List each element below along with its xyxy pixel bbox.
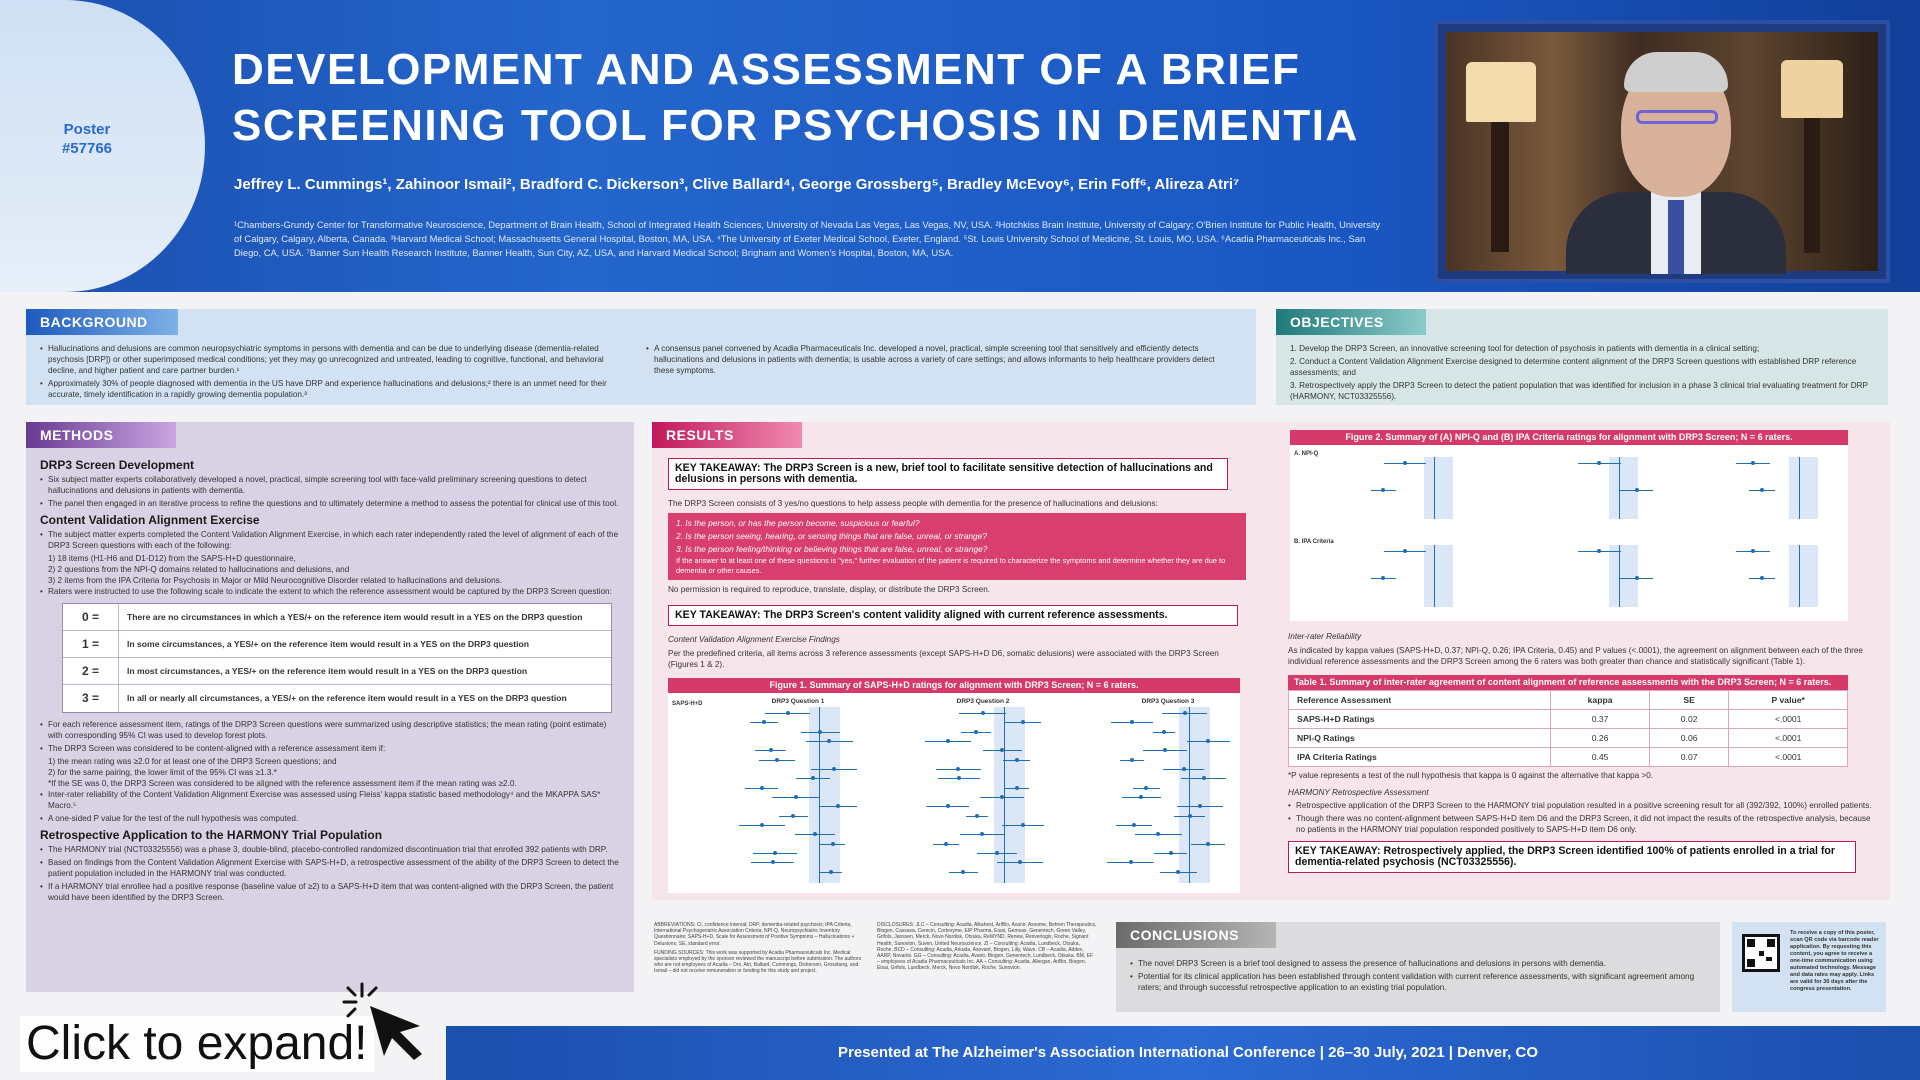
methods-bullet: • Raters were instructed to use the following scale to indicate the extent to which the reference assessment would be captured by the DRP3 Screen question: (40, 586, 622, 597)
conclusions-section (1116, 922, 1720, 1012)
methods-bullet: • A one-sided P value for the test of the null hypothesis was computed. (40, 813, 622, 824)
forest-point (995, 851, 999, 855)
qr-finder (1747, 939, 1755, 947)
forest-point (1144, 786, 1148, 790)
scale-value: In some circumstances, a YES/+ on the reference item would result in a YES on the DRP3 question (127, 638, 530, 649)
table-cell: 0.02 (1649, 710, 1729, 729)
scale-row (63, 685, 611, 712)
forest-point (1130, 758, 1134, 762)
results-left-column (668, 458, 1246, 893)
disclosures: DISCLOSURES: JLC – Consulting: Acadia, Alkahest, AriBio, Avanir, Axsome, Behren Therapeutics, Biogen, Cassava, Cerecin, Cortexyme, EIP Pharma, Eisai, Gemvax, Genentech, Green Valley, Grifols, Janssen, Merck, Novo Nordisk, Otsuka, ReMYND, Renew, Resverlogix, Roche, Signant Health, Sunovion, Suven, United Neuroscience. ZI – Consulting: Acadia, Lundbeck, Otsuka, Roche. BCD – Consulting: Acadia, Arkuda, Axovant, Biogen, Lilly, Wave. CB – Acadia, Addex, AARP, Novartis. GG – Consulting: Acadia, Avanir, Biogen, Genentech, Lundbeck, Otsuka. BM, EF – employees of Acadia Pharmaceuticals Inc. AA – Consulting: Acadia, Allergan, AriBio, Biogen, Eisai, Grifols, Lundbeck, Merck, Novo Nordisk, Roche, Sunovion. (877, 922, 1097, 972)
table-row (1289, 729, 1848, 748)
forest-point (791, 814, 795, 818)
forest-point (1635, 488, 1639, 492)
forest-point (832, 767, 836, 771)
table-cell: SAPS-H+D Ratings (1289, 710, 1551, 729)
methods-section (26, 422, 634, 992)
objectives-section (1276, 309, 1888, 405)
references-left (654, 922, 869, 1012)
figure-2-panel-b (1535, 545, 1655, 607)
forest-point (974, 730, 978, 734)
presenter-video[interactable] (1434, 20, 1890, 283)
forest-point (1000, 795, 1004, 799)
forest-reference-line (1434, 545, 1435, 607)
methods-subitem: 2) 2 questions from the NPI-Q domains related to hallucinations and delusions, and (48, 565, 350, 574)
forest-point (1403, 461, 1407, 465)
background-bullet: • Hallucinations and delusions are common neuropsychiatric symptoms in persons with dementia and can be due to underlying disease (dementia-related psychosis [DRP]) or other superimposed medical conditions; yet they may go unrecognized and untreated, leading to cognitive, functional, and behavioral decline, and higher patient and care partner burden.¹ (40, 343, 630, 376)
forest-point (1183, 711, 1187, 715)
table-cell: IPA Criteria Ratings (1289, 748, 1551, 767)
footer-banner (446, 1026, 1920, 1080)
permission-note: No permission is required to reproduce, translate, display, or distribute the DRP3 Screen. (668, 585, 991, 594)
forest-point (1132, 823, 1136, 827)
forest-point (769, 748, 773, 752)
irr-title: Inter-rater Reliability (1288, 632, 1362, 641)
forest-point (1129, 860, 1133, 864)
forest-point (1156, 832, 1160, 836)
methods-subitem: *If the SE was 0, the DRP3 Screen was considered to be aligned with the reference assessment item if the mean rating was ≥2.0. (48, 779, 517, 788)
forest-band (1424, 545, 1453, 607)
presenter-hair (1624, 52, 1728, 92)
forest-point (771, 860, 775, 864)
figure-1-row-label: SAPS-H+D (672, 701, 703, 707)
forest-reference-line (1189, 707, 1190, 883)
forest-band (1789, 545, 1818, 607)
figure-1-panel (913, 707, 1043, 883)
poster-number (22, 120, 152, 158)
figure-1-panel (1098, 707, 1228, 883)
objectives-list (1290, 343, 1874, 402)
methods-subitem: 1) the mean rating was ≥2.0 for at least one of the DRP3 Screen questions; and (48, 757, 337, 766)
table-header-row (1289, 691, 1848, 710)
figure-1-forest-plots (668, 693, 1240, 893)
methods-bullet: • For each reference assessment item, ratings of the DRP3 Screen questions were summarized using descriptive statistics; the mean rating (point estimate) with corresponding 95% CI was used to develop forest plots. (40, 719, 622, 741)
key-takeaway-1: KEY TAKEAWAY: The DRP3 Screen is a new, brief tool to facilitate sensitive detection of hallucinations and delusions in persons with dementia. (668, 458, 1228, 490)
funding-sources: FUNDING SOURCES: This work was supported by Acadia Pharmaceuticals Inc. Medical specialists employed by the sponsor reviewed the manuscript before submission. The authors who are not employees of Acadia – Drs. Atri, Ballard, Cummings, Dickerson, Grossberg, and Ismail – did not receive remuneration or funding for this study and project. (654, 949, 862, 975)
table-cell: <.0001 (1729, 729, 1848, 748)
qr-finder (1767, 939, 1775, 947)
scale-row (63, 631, 611, 658)
irr-text: As indicated by kappa values (SAPS-H+D, 0.37; NPI-Q, 0.26; IPA Criteria, 0.45) and P values (<.0001), the agreement on alignment between each of the three individual reference assessments and the DRP3 Screen among the 6 raters was both greater than chance and statistically significant (Table 1). (1288, 646, 1863, 666)
forest-reference-line (1434, 457, 1435, 519)
table-cell: 0.26 (1551, 729, 1650, 748)
harmony-title: HARMONY Retrospective Assessment (1288, 788, 1429, 797)
forest-point (1597, 549, 1601, 553)
poster-id: #57766 (61, 140, 113, 157)
forest-point (1015, 786, 1019, 790)
affiliations: ¹Chambers-Grundy Center for Transformative Neuroscience, Department of Brain Health, School of Integrated Health Sciences, University of Nevada Las Vegas, Las Vegas, NV, USA. ²Hotchkiss Brain Institute, University of Calgary; O'Brien Institute for Public Health, University of Calgary, Calgary, Alberta, Canada. ³Harvard Medical School; Massachusetts General Hospital, Boston, MA, USA. ⁴The University of Exeter Medical School, Exeter, England. ⁵St. Louis University School of Medicine, St. Louis, MO, USA. ⁶Acadia Pharmaceuticals Inc., San Diego, CA, USA. ⁷Banner Sun Health Research Institute, Banner Health, Sun City, AZ, USA, and Harvard Medical School; Brigham and Women's Hospital, Boston, MA, USA. (234, 219, 1381, 258)
methods-bullet: • Based on findings from the Content Validation Alignment Exercise with SAPS-H+D, a retrospective assessment of the ability of the DRP3 Screen to detect the patient population included in the HARMONY trial was conducted. (40, 857, 622, 879)
figure-2-row-a-name: NPI-Q (1301, 451, 1319, 457)
figure-2 (1290, 430, 1848, 621)
objective-item: 1. Develop the DRP3 Screen, an innovative screening tool for detection of psychosis in patients with dementia in a clinical setting; (1290, 344, 1760, 353)
table-note: *P value represents a test of the null hypothesis that kappa is 0 against the alternative that kappa >0. (1288, 771, 1654, 780)
forest-point (1021, 823, 1025, 827)
forest-point (956, 767, 960, 771)
drp3-question-note: If the answer to at least one of these questions is "yes," further evaluation of the patient is required to characterize the symptoms and determine whether they are due to dementia or other causes. (676, 556, 1226, 575)
forest-point (1381, 576, 1385, 580)
scale-key: 3 = (63, 685, 119, 712)
scale-key: 1 = (63, 631, 119, 657)
forest-point (1188, 814, 1192, 818)
forest-band (1609, 545, 1638, 607)
qr-section (1732, 922, 1886, 1012)
forest-point (1163, 748, 1167, 752)
figure-1 (668, 678, 1240, 893)
cvae-text: Per the predefined criteria, all items across 3 reference assessments (except SAPS-H+D D6, somatic delusions) were associated with the DRP3 Screen (Figures 1 & 2). (668, 649, 1219, 669)
figure-2-panel-b (1715, 545, 1835, 607)
figure-2-panel-a (1350, 457, 1470, 519)
methods-heading: METHODS (26, 422, 176, 448)
table-header: Reference Assessment (1289, 691, 1551, 710)
methods-bullet: • Six subject matter experts collaboratively developed a novel, practical, simple screening tool with face-valid preliminary screening questions to detect hallucinations and delusions in patients with dementia. (40, 474, 622, 496)
methods-bullet: • The subject matter experts completed the Content Validation Alignment Exercise, in which each rater independently rated the level of alignment of each of the DRP3 Screen questions with each of the following: (40, 529, 622, 551)
forest-reference-line (1004, 707, 1005, 883)
table-1-caption: Table 1. Summary of inter-rater agreement of content alignment of reference assessments with the DRP3 Screen; N = 6 raters. (1288, 675, 1848, 690)
figure-2-forest-plots (1290, 445, 1848, 621)
poster-number-panel (0, 0, 205, 292)
figure-2-panel-b (1350, 545, 1470, 607)
forest-point (1202, 776, 1206, 780)
key-takeaway-2: KEY TAKEAWAY: The DRP3 Screen's content validity aligned with current reference assessments. (668, 605, 1238, 626)
forest-point (946, 739, 950, 743)
methods-subitem: 2) for the same pairing, the lower limit of the 95% CI was ≥1.3.* (48, 768, 277, 777)
forest-point (762, 720, 766, 724)
methods-bullet: • If a HARMONY trial enrollee had a positive response (baseline value of ≥2) to a SAPS-H+D item that was content-aligned with the DRP3 Screen, the patient would have been identified by the DRP3 Screen. (40, 881, 622, 903)
forest-point (981, 711, 985, 715)
title-line-2: SCREENING TOOL FOR PSYCHOSIS IN DEMENTIA (232, 101, 1359, 150)
table-cell: 0.06 (1649, 729, 1729, 748)
background-heading: BACKGROUND (26, 309, 178, 335)
forest-point (831, 842, 835, 846)
table-cell: 0.45 (1551, 748, 1650, 767)
forest-point (1206, 842, 1210, 846)
forest-point (1751, 461, 1755, 465)
figure-2-row-b-label: B. IPA Criteria (1294, 539, 1334, 545)
forest-point (1760, 488, 1764, 492)
table-cell: 0.37 (1551, 710, 1650, 729)
table-cell: NPI-Q Ratings (1289, 729, 1551, 748)
forest-point (1169, 851, 1173, 855)
qr-text: To receive a copy of this poster, scan QR code via barcode reader application. By requesting this content, you agree to receive a one-time communication using automated technology. Message and data rates may apply. Links are valid for 30 days after the congress presentation. (1790, 930, 1879, 992)
forest-point (1130, 720, 1134, 724)
harmony-bullet: • Retrospective application of the DRP3 Screen to the HARMONY trial population resulted in a positive screening result for all (392/392, 100%) enrolled patients. (1288, 800, 1874, 811)
forest-point (786, 711, 790, 715)
rating-scale-table (62, 603, 612, 713)
forest-band (1789, 457, 1818, 519)
conclusion-bullet: • The novel DRP3 Screen is a brief tool designed to assess the presence of hallucinations and delusions in persons with dementia. (1130, 958, 1710, 969)
forest-band (1609, 457, 1638, 519)
forest-point (794, 795, 798, 799)
forest-point (1403, 549, 1407, 553)
lamp-shade-left (1466, 62, 1536, 122)
forest-point (836, 804, 840, 808)
forest-point (1751, 549, 1755, 553)
drp3-question: 1. Is the person, or has the person become, suspicious or fearful? (676, 518, 920, 528)
author-list: Jeffrey L. Cummings¹, Zahinoor Ismail², Bradford C. Dickerson³, Clive Ballard⁴, George Grossberg⁵, Bradley McEvoy⁶, Erin Foff⁶, Alireza Atri⁷ (234, 176, 1240, 193)
table-1 (1288, 675, 1848, 767)
forest-point (1597, 461, 1601, 465)
forest-point (760, 786, 764, 790)
expand-label: Click to expand! (20, 1016, 374, 1072)
drp3-question: 2. Is the person seeing, hearing, or sensing things that are false, unreal, or strange? (676, 531, 987, 541)
figure-1-panel-title: DRP3 Question 1 (771, 698, 825, 705)
methods-subitem: 3) 2 items from the IPA Criteria for Psychosis in Major or Mild Neurocognitive Disorder related to hallucinations and delusions. (48, 576, 502, 585)
methods-body (40, 454, 622, 905)
title-line-1: DEVELOPMENT AND ASSESSMENT OF A BRIEF (232, 45, 1301, 94)
methods-sublist (40, 553, 622, 586)
qr-module (1766, 957, 1772, 961)
forest-point (961, 870, 965, 874)
presenter-tie (1668, 200, 1684, 274)
conclusions-heading: CONCLUSIONS (1116, 922, 1276, 948)
forest-reference-line (1619, 545, 1620, 607)
forest-point (829, 870, 833, 874)
table-row (1289, 748, 1848, 767)
figure-1-panel-title: DRP3 Question 2 (956, 698, 1010, 705)
forest-point (1635, 576, 1639, 580)
presenter-glasses (1636, 110, 1718, 124)
poster-header (0, 0, 1920, 292)
background-right-column (646, 343, 1236, 378)
forest-point (975, 814, 979, 818)
forest-point (1018, 860, 1022, 864)
background-section (26, 309, 1256, 405)
forest-point (775, 758, 779, 762)
forest-point (1381, 488, 1385, 492)
conclusion-bullet: • Potential for its clinical application has been established through content validation with current reference assessments, with significant agreement among raters; and through successful retrospective application to an existing trial population. (1130, 971, 1710, 993)
forest-point (1760, 576, 1764, 580)
forest-point (946, 804, 950, 808)
forest-point (773, 851, 777, 855)
lamp-shade-right (1781, 60, 1843, 118)
forest-point (1015, 758, 1019, 762)
poster-title (232, 42, 1412, 154)
forest-band (1179, 707, 1210, 883)
figure-2-row-a-label: A. NPI-Q (1294, 451, 1319, 457)
key-takeaway-3: KEY TAKEAWAY: Retrospectively applied, the DRP3 Screen identified 100% of patients enrolled in a trial for dementia-related psychosis (NCT03325556). (1288, 841, 1856, 873)
figure-1-panel-title: DRP3 Question 3 (1141, 698, 1195, 705)
forest-point (1176, 870, 1180, 874)
results-section (652, 422, 1890, 900)
methods-bullet: • The DRP3 Screen was considered to be content-aligned with a reference assessment item if: (40, 743, 622, 754)
results-heading: RESULTS (652, 422, 802, 448)
scale-row (63, 658, 611, 685)
scale-value: There are no circumstances in which a YES/+ on the reference item would result in a YES on the DRP3 question (127, 611, 583, 622)
forest-point (1139, 795, 1143, 799)
forest-band (994, 707, 1025, 883)
figure-2-panel-a (1715, 457, 1835, 519)
table-cell: 0.07 (1649, 748, 1729, 767)
qr-code-icon[interactable] (1742, 934, 1780, 972)
forest-point (944, 842, 948, 846)
scale-key: 0 = (63, 604, 119, 630)
figure-2-panel-a (1535, 457, 1655, 519)
cvae-title: Content Validation Alignment Exercise Findings (668, 635, 840, 644)
forest-point (980, 832, 984, 836)
forest-reference-line (1619, 457, 1620, 519)
harmony-bullet: • Though there was no content-alignment between SAPS-H+D item D6 and the DRP3 Screen, it did not impact the results of the retrospective analysis, because no patients in the HARMONY trial population responded positively to SAPS-H+D item D6 only. (1288, 813, 1874, 835)
methods-bullet: • Inter-rater reliability of the Content Validation Alignment Exercise was assessed using Fleiss' kappa statistic based methodology⁴ and the MKAPPA SAS* Macro.⁵ (40, 789, 622, 811)
conclusions-list (1130, 958, 1710, 995)
qr-finder (1747, 959, 1755, 967)
presenter-video-frame (1446, 32, 1878, 271)
methods-bullet: • The panel then engaged in an iterative process to refine the questions and to ultimately determine a method to assess the potential for clinical use of this tool. (40, 498, 622, 509)
references-block (654, 922, 1098, 1012)
results-intro: The DRP3 Screen consists of 3 yes/no questions to help assess people with dementia for the presence of hallucinations and delusions: (668, 499, 1158, 508)
lamp-base-right (1804, 118, 1820, 253)
forest-point (1206, 739, 1210, 743)
table-header: P value* (1729, 691, 1848, 710)
figure-2-row-b-name: IPA Criteria (1301, 539, 1334, 545)
forest-band (809, 707, 840, 883)
methods-subheading: Content Validation Alignment Exercise (40, 513, 260, 527)
abbreviations: ABBREVIATIONS: CI, confidence interval; DRP, dementia-related psychosis; IPA Criteria, International Psychogeriatric Association Criteria; NPI-Q, Neuropsychiatric Inventory Questionnaire; SAPS-H+D, Scale for Assessment of Positive Symptoms – Hallucinations + Delusions; SE, standard error. (654, 922, 855, 947)
figure-1-caption: Figure 1. Summary of SAPS-H+D ratings for alignment with DRP3 Screen; N = 6 raters. (668, 678, 1240, 693)
table-cell: <.0001 (1729, 748, 1848, 767)
forest-point (1162, 730, 1166, 734)
background-bullet: • Approximately 30% of people diagnosed with dementia in the US have DRP and experience hallucinations and delusions;² there is an unmet need for their accurate, timely identification in a rapidly growing dementia population.³ (40, 378, 630, 400)
objective-item: 2. Conduct a Content Validation Alignment Exercise designed to determine content alignment of the DRP3 Screen questions with established DRP reference assessments; and (1290, 357, 1857, 377)
methods-sublist (40, 756, 622, 789)
qr-module (1759, 951, 1764, 956)
results-right-column (1288, 430, 1874, 873)
forest-band (1424, 457, 1453, 519)
background-left-column (40, 343, 630, 402)
table-cell: <.0001 (1729, 710, 1848, 729)
objective-item: 3. Retrospectively apply the DRP3 Screen to detect the patient population that was identified for inclusion in a phase 3 clinical trial evaluating treatment for DRP (HARMONY, NCT03325556). (1290, 381, 1868, 401)
table-row (1289, 710, 1848, 729)
lamp-base-left (1491, 122, 1509, 252)
forest-point (760, 823, 764, 827)
methods-subheading: DRP3 Screen Development (40, 458, 195, 472)
drp3-question: 3. Is the person feeling/thinking or believing things that are false, unreal, or strange? (676, 544, 988, 554)
table-header: SE (1649, 691, 1729, 710)
objectives-heading: OBJECTIVES (1276, 309, 1426, 335)
scale-key: 2 = (63, 658, 119, 684)
scale-row (63, 604, 611, 631)
methods-bullet: • The HARMONY trial (NCT03325556) was a phase 3, double-blind, placebo-controlled randomized discontinuation trial that enrolled 392 patients with DRP. (40, 844, 622, 855)
table-header: kappa (1551, 691, 1650, 710)
cursor-arrow-icon (340, 974, 450, 1064)
figure-2-caption: Figure 2. Summary of (A) NPI-Q and (B) IPA Criteria ratings for alignment with DRP3 Screen; N = 6 raters. (1290, 430, 1848, 445)
forest-reference-line (1799, 545, 1800, 607)
scale-value: In all or nearly all circumstances, a YES/+ on the reference item would result in a YES on the DRP3 question (127, 693, 567, 703)
methods-subitem: 1) 18 items (H1-H6 and D1-D12) from the SAPS-H+D questionnaire, (48, 554, 296, 563)
background-bullet: • A consensus panel convened by Acadia Pharmaceuticals Inc. developed a novel, practical, simple screening tool that sensitively and efficiently detects hallucinations and delusions in patients with dementia; is usable across a variety of care settings; and allows informants to help healthcare providers detect these symptoms. (646, 343, 1236, 376)
expand-overlay[interactable] (0, 1008, 440, 1080)
scale-value: In most circumstances, a YES/+ on the reference item would result in a YES on the DRP3 question (127, 665, 528, 676)
forest-point (1182, 767, 1186, 771)
figure-1-panel (728, 707, 858, 883)
methods-subheading: Retrospective Application to the HARMONY Trial Population (40, 828, 383, 842)
forest-reference-line (1799, 457, 1800, 519)
forest-point (957, 776, 961, 780)
kappa-table (1288, 690, 1848, 767)
drp3-questions-box (668, 513, 1246, 580)
poster-label: Poster (63, 121, 111, 138)
footer-text: Presented at The Alzheimer's Association International Conference | 26–30 July, 2021 | Denver, CO (838, 1044, 1538, 1061)
